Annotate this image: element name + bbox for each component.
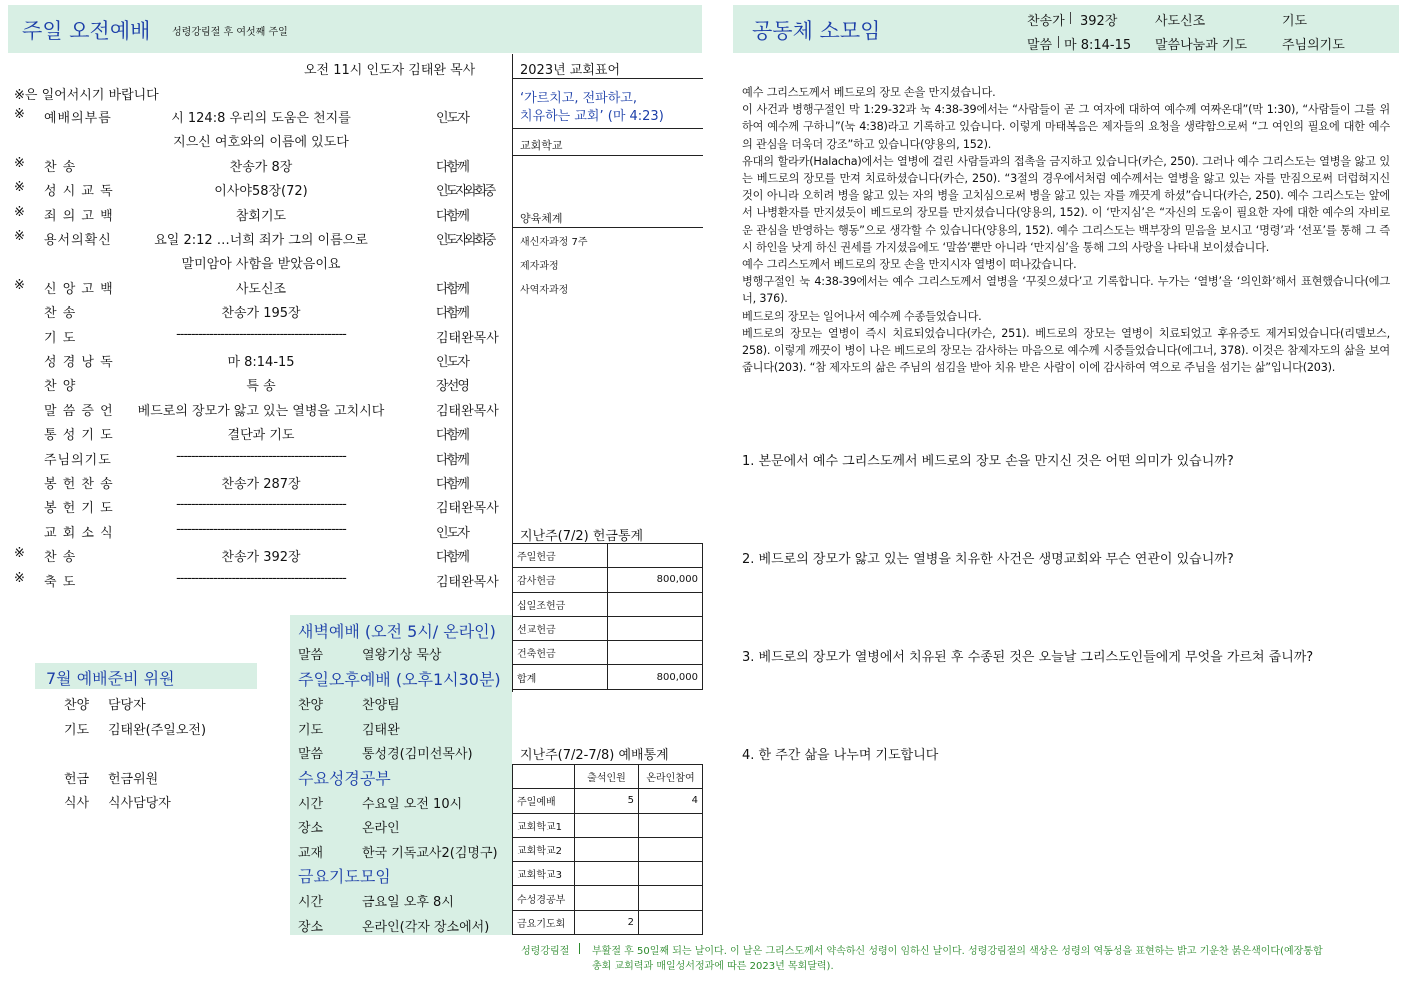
- service-item-content: 특 송: [246, 379, 276, 395]
- service-item-role: 다 함 께: [436, 281, 467, 297]
- service-item-content: 베드로의 장모가 앓고 있는 열병을 고치시다: [137, 403, 385, 419]
- footer-text-2: 총회 교회력과 매일성서정과에 따른 2023년 목회달력).: [592, 961, 834, 972]
- standing-mark: ※: [14, 155, 25, 171]
- service-item-role: 김태완목사: [436, 330, 499, 346]
- hymn-value: 392장: [1080, 14, 1118, 29]
- service-item-content: 시 124:8 우리의 도움은 천지를: [171, 111, 351, 126]
- committee-title: 7월 예배준비 위원: [46, 669, 175, 688]
- service-item-role: 다 함 께: [436, 159, 467, 175]
- service-item-content: 참회기도: [235, 208, 287, 224]
- offering-label: 선교헌금: [513, 616, 608, 640]
- page-title: 주일 오전예배: [22, 19, 151, 43]
- offering-table: [512, 543, 703, 690]
- article-paragraph: 유대의 할라카(Halacha)에서는 열병에 걸린 사람들과의 접촉을 금지하고 있습니다(카슨, 250). 그러나 예수 그리스도는 열병을 앓고 있는 베드로의 장모를 만져 치료하셨습니다(카슨, 250). “3절의 경우에서처럼 예수께서는 열병을 앓고 있는 자를 만짐으로써 더럽혀지신 것이 아니라 오히려 병을 앓고 있는 자의 병을 고치심으로써 병을 앓고 있는 자를 깨끗게 하셨”습니다(카슨, 250). 예수 그리스도는 앞에서 나병환자를 만지셨듯이 베드로의 장모를 만지셨습니다(양용의, 152). 이 ‘만지심’은 “자신의 도움이 필요한 자에 대한 예수의 자비로운 관심을 반영하는 행동”으로 생각할 수 있습니다(양용의, 152). 예수 그리스도는 백부장의 믿음을 보시고 ‘명령’과 ‘선포’를 통해 그 즉시 하인을 낫게 하신 권세를 가지셨음에도 ‘말씀’뿐만 아니라 ‘만지심’을 통해 그의 사랑을 나타내 보이셨습니다.: [742, 154, 1390, 254]
- attendance-count: 5: [575, 789, 639, 813]
- training-item: 제자과정: [520, 261, 559, 272]
- header-divider: [1070, 12, 1071, 24]
- service-item-role: 인도자와회중: [436, 184, 494, 200]
- service-row: [0, 226, 510, 250]
- meeting-key: 말씀: [298, 648, 324, 663]
- attendance-online: [639, 910, 703, 934]
- meeting-value: 한국 기독교사2(김명구): [362, 845, 498, 861]
- service-item-name: 교 회 소 식: [44, 525, 114, 541]
- service-row: [0, 250, 510, 274]
- service-row: [0, 494, 510, 518]
- motto-line-2: 치유하는 교회’ (마 4:23): [520, 109, 664, 124]
- footer-label: 성령강림절: [521, 946, 570, 957]
- service-row: [0, 470, 510, 494]
- page-subtitle: 성령강림절 후 여섯째 주일: [172, 27, 288, 38]
- attendance-online: [639, 813, 703, 837]
- question-2: 2. 베드로의 장모가 앓고 있는 열병을 치유한 사건은 생명교회와 무슨 연관이 있습니까?: [742, 552, 1234, 567]
- footer-divider: [579, 943, 580, 954]
- service-row: [0, 177, 510, 201]
- meeting-value: 김태완: [362, 722, 400, 738]
- offering-value: [608, 641, 703, 665]
- offering-label: 건축헌금: [513, 641, 608, 665]
- training-item: 사역자과정: [520, 285, 569, 296]
- service-item-content: 말미암아 사함을 받았음이요: [181, 257, 341, 273]
- attendance-count: [575, 813, 639, 837]
- meeting-key: 장소: [298, 919, 324, 935]
- service-leader-line: 오전 11시 인도자 김태완 목사: [304, 63, 476, 78]
- header-divider-2: [1058, 36, 1059, 48]
- service-item-content: ----------------------------------------------: [176, 521, 346, 537]
- article-paragraph: 병행구절인 눅 4:38-39에서는 예수 그리스도께서 열병을 ‘꾸짖으셨다’고 기록합니다. 누가는 ‘열병’을 ‘의인화’해서 표현했습니다(에그너, 376).: [742, 275, 1390, 306]
- standing-note: ※은 일어서시기 바랍니다: [14, 88, 159, 103]
- attendance-label: 수성경공부: [513, 886, 575, 910]
- attendance-online: [639, 837, 703, 861]
- attendance-label: 주일예배: [513, 789, 575, 813]
- attendance-row: [513, 789, 703, 813]
- word-label: 말씀: [1027, 38, 1053, 53]
- service-item-role: 다 함 께: [436, 428, 467, 444]
- service-item-name: 죄 의 고 백: [44, 208, 114, 224]
- service-item-role: 다 함 께: [436, 452, 467, 468]
- committee-role: 찬양: [64, 698, 90, 713]
- meeting-value: 금요일 오후 8시: [362, 895, 454, 910]
- offering-label: 감사헌금: [513, 568, 608, 592]
- service-row: [0, 275, 510, 299]
- service-item-name: 용서의확신: [44, 233, 112, 248]
- meeting-key: 장소: [298, 821, 324, 836]
- attendance-count: 2: [575, 910, 639, 934]
- service-row: [0, 519, 510, 543]
- service-item-role: 다 함 께: [436, 306, 467, 322]
- training-rule: [512, 227, 703, 228]
- service-item-content: 사도신조: [235, 281, 287, 297]
- attendance-label: 교회학교1: [513, 813, 575, 837]
- motto-bottom-rule: [512, 128, 703, 129]
- service-item-content: 찬송가 287장: [221, 477, 301, 492]
- service-item-name: 주님의기도: [44, 452, 112, 468]
- footer-text-1: 부활절 후 50일째 되는 날이다. 이 날은 그리스도께서 약속하신 성령이 임하신 날이다. 성령강림절의 색상은 성령의 역동성을 표현하는 밝고 기운찬 붉은색이다(예장통합: [592, 946, 1323, 957]
- service-row: [0, 568, 510, 592]
- attendance-table: [512, 764, 703, 935]
- attendance-row: [513, 837, 703, 861]
- service-item-role: 인 도 자: [436, 111, 467, 126]
- standing-mark: ※: [14, 570, 25, 586]
- standing-mark: ※: [14, 229, 25, 244]
- service-row: [0, 348, 510, 372]
- service-item-content: 찬송가 8장: [229, 159, 293, 175]
- attendance-label: 교회학교2: [513, 837, 575, 861]
- prayer-label: 기도: [1282, 14, 1308, 29]
- offering-value: [608, 592, 703, 616]
- service-row: [0, 153, 510, 177]
- hymn-label: 찬송가: [1027, 14, 1065, 29]
- standing-mark: ※: [14, 277, 25, 293]
- service-item-content: 찬송가 195장: [221, 306, 301, 322]
- service-item-name: 통 성 기 도: [44, 428, 114, 444]
- meeting-key: 시간: [298, 796, 324, 812]
- service-item-name: 봉 헌 기 도: [44, 501, 114, 517]
- article-body: [742, 84, 1390, 376]
- service-item-role: 김태완목사: [436, 574, 499, 590]
- attendance-row: [513, 862, 703, 886]
- service-item-content: 요일 2:12 …너희 죄가 그의 이름으로: [154, 233, 368, 248]
- creed-label: 사도신조: [1155, 14, 1206, 29]
- service-item-name: 찬 송: [44, 159, 77, 175]
- attendance-online: 4: [639, 789, 703, 813]
- attendance-count: [575, 862, 639, 886]
- sharing-label: 말씀나눔과 기도: [1155, 38, 1248, 53]
- service-item-content: 지으신 여호와의 이름에 있도다: [173, 135, 349, 151]
- meeting-key: 말씀: [298, 747, 324, 762]
- service-item-role: 다 함 께: [436, 477, 467, 492]
- question-4: 4. 한 주간 삶을 나누며 기도합니다: [742, 748, 939, 763]
- service-item-content: 찬송가 392장: [221, 550, 301, 566]
- offering-title: 지난주(7/2) 헌금통계: [520, 529, 644, 544]
- standing-mark: ※: [14, 180, 25, 196]
- offering-label: 주일헌금: [513, 544, 608, 568]
- meeting-key: 교재: [298, 845, 324, 861]
- offering-row: [513, 592, 703, 616]
- service-row: [0, 421, 510, 445]
- service-item-content: ----------------------------------------------: [176, 326, 346, 342]
- service-item-name: 성 시 교 독: [44, 184, 114, 200]
- service-item-name: 축 도: [44, 574, 77, 590]
- committee-person: 담당자: [108, 698, 146, 713]
- meeting-value: 온라인(각자 장소에서): [362, 919, 490, 935]
- attendance-col-1: 출석인원: [575, 765, 639, 789]
- attendance-row: [513, 910, 703, 934]
- service-row: [0, 324, 510, 348]
- lords-prayer-label: 주님의기도: [1282, 38, 1345, 53]
- offering-label: 십일조헌금: [513, 592, 608, 616]
- service-item-name: 성 경 낭 독: [44, 355, 114, 370]
- afternoon-service-title: 주일오후예배 (오후1시30분): [298, 670, 501, 689]
- committee-person: 헌금위원: [108, 772, 159, 787]
- service-item-role: 인도자와회중: [436, 233, 494, 248]
- service-item-name: 찬 송: [44, 550, 77, 566]
- service-item-content: ----------------------------------------------: [176, 448, 346, 464]
- bible-study-title: 수요성경공부: [298, 768, 391, 788]
- offering-value: 800,000: [608, 568, 703, 592]
- article-paragraph: 예수 그리스도께서 베드로의 장모 손을 만지시자 열병이 떠나갔습니다.: [742, 258, 1077, 272]
- attendance-online: [639, 886, 703, 910]
- question-3: 3. 베드로의 장모가 열병에서 치유된 후 수종된 것은 오늘날 그리스도인들에게 무엇을 가르쳐 줍니까?: [742, 650, 1314, 665]
- attendance-count: [575, 886, 639, 910]
- service-row: [0, 202, 510, 226]
- service-item-name: 봉 헌 찬 송: [44, 477, 114, 492]
- meeting-value: 온라인: [362, 821, 400, 836]
- service-item-name: 찬 송: [44, 306, 77, 322]
- service-item-role: 다 함 께: [436, 208, 467, 224]
- question-1: 1. 본문에서 예수 그리스도께서 베드로의 장모 손을 만지신 것은 어떤 의미가 있습니까?: [742, 454, 1234, 469]
- school-label: 교회학교: [520, 139, 563, 152]
- article-paragraph: 베드로의 장모는 일어나서 예수께 수종들었습니다.: [742, 309, 982, 323]
- service-item-role: 인 도 자: [436, 525, 467, 541]
- service-row: [0, 128, 510, 152]
- attendance-label: 금요기도회: [513, 910, 575, 934]
- meeting-value: 통성경(김미선목사): [362, 747, 473, 762]
- offering-value: [608, 616, 703, 640]
- standing-mark: ※: [14, 107, 25, 122]
- attendance-row: [513, 813, 703, 837]
- service-item-role: 다 함 께: [436, 550, 467, 566]
- service-item-name: 예배의부름: [44, 111, 112, 126]
- right-page-title: 공동체 소모임: [752, 19, 881, 43]
- offering-value: 800,000: [608, 665, 703, 689]
- article-paragraph: 이 사건과 병행구절인 막 1:29-32과 눅 4:38-39에서는 “사람들이 곧 그 여자에 대하여 예수께 여짜온대”(막 1:30), “사람들이 그를 위하여 예수께 구하니”(눅 4:38)라고 기록하고 있습니다. 이렇게 마태복음은 제자들의 요청을 생략함으로써 “그 여인의 필요에 대한 예수의 관심을 더욱더 강조”하고 있습니다(양용의, 152).: [742, 103, 1390, 151]
- service-item-role: 김태완목사: [436, 403, 499, 419]
- year-motto-title: 2023년 교회표어: [520, 63, 621, 78]
- word-value: 마 8:14-15: [1064, 38, 1132, 53]
- attendance-online: [639, 862, 703, 886]
- attendance-label: 교회학교3: [513, 862, 575, 886]
- committee-person: 식사담당자: [108, 796, 171, 811]
- service-item-role: 장 선 영: [436, 379, 467, 395]
- meeting-key: 기도: [298, 722, 324, 738]
- meeting-value: 찬양팀: [362, 698, 400, 713]
- service-item-content: 이사야58장(72): [214, 184, 308, 200]
- service-row: [0, 543, 510, 567]
- attendance-col-2: 온라인참여: [639, 765, 703, 789]
- service-item-role: 김태완목사: [436, 501, 499, 517]
- attendance-row: [513, 886, 703, 910]
- service-item-name: 신 앙 고 백: [44, 281, 114, 297]
- committee-person: 김태완(주일오전): [108, 723, 207, 738]
- article-paragraph: 베드로의 장모는 열병이 즉시 치료되었습니다(카슨, 251). 베드로의 장모는 열병이 치료되었고 후유증도 제거되었습니다(리델보스, 258). 이렇게 깨끗이 병이 나은 베드로의 장모는 감사하는 마음으로 예수께 시중들었습니다(에그너, 378). 이것은 참제자도의 삶을 보여줍니다(203). “참 제자도의 삶은 주님의 섬김을 받아 치유 받은 사람이 이에 감사하여 역으로 주님을 섬기는 삶”입니다(203).: [742, 326, 1390, 375]
- attendance-count: [575, 837, 639, 861]
- service-item-content: 마 8:14-15: [227, 355, 295, 370]
- dawn-service-title: 새벽예배 (오전 5시/ 온라인): [298, 622, 496, 641]
- meeting-value: 수요일 오전 10시: [362, 796, 463, 812]
- service-row: [0, 372, 510, 396]
- service-item-content: ----------------------------------------------: [176, 497, 346, 513]
- attendance-header-row: [513, 765, 703, 789]
- motto-top-rule: [512, 78, 703, 79]
- training-label: 양육체계: [520, 212, 563, 225]
- offering-row: [513, 641, 703, 665]
- school-rule: [512, 155, 703, 156]
- standing-mark: ※: [14, 204, 25, 220]
- offering-row: [513, 544, 703, 568]
- service-item-name: 말 씀 증 언: [44, 403, 114, 419]
- committee-role: 식사: [64, 796, 90, 811]
- prayer-meeting-title: 금요기도모임: [298, 867, 391, 886]
- offering-value: [608, 544, 703, 568]
- meeting-value: 열왕기상 묵상: [362, 648, 442, 663]
- offering-label: 합계: [513, 665, 608, 689]
- service-row: [0, 446, 510, 470]
- offering-row: [513, 665, 703, 689]
- service-item-role: 인 도 자: [436, 355, 467, 370]
- service-item-name: 기 도: [44, 330, 77, 346]
- committee-role: 헌금: [64, 772, 90, 787]
- service-row: [0, 104, 510, 128]
- service-item-content: 결단과 기도: [227, 428, 295, 444]
- service-item-name: 찬 양: [44, 379, 77, 395]
- offering-row: [513, 568, 703, 592]
- attendance-title: 지난주(7/2-7/8) 예배통계: [520, 748, 669, 763]
- article-paragraph: 예수 그리스도께서 베드로의 장모 손을 만지셨습니다.: [742, 86, 996, 99]
- meeting-key: 찬양: [298, 698, 324, 713]
- service-row: [0, 299, 510, 323]
- meeting-key: 시간: [298, 895, 324, 910]
- standing-mark: ※: [14, 546, 25, 562]
- committee-role: 기도: [64, 723, 90, 738]
- motto-line-1: ‘가르치고, 전파하고,: [520, 91, 637, 106]
- service-row: [0, 397, 510, 421]
- training-item: 새신자과정 7주: [520, 237, 588, 248]
- offering-row: [513, 616, 703, 640]
- service-item-content: ----------------------------------------------: [176, 570, 346, 586]
